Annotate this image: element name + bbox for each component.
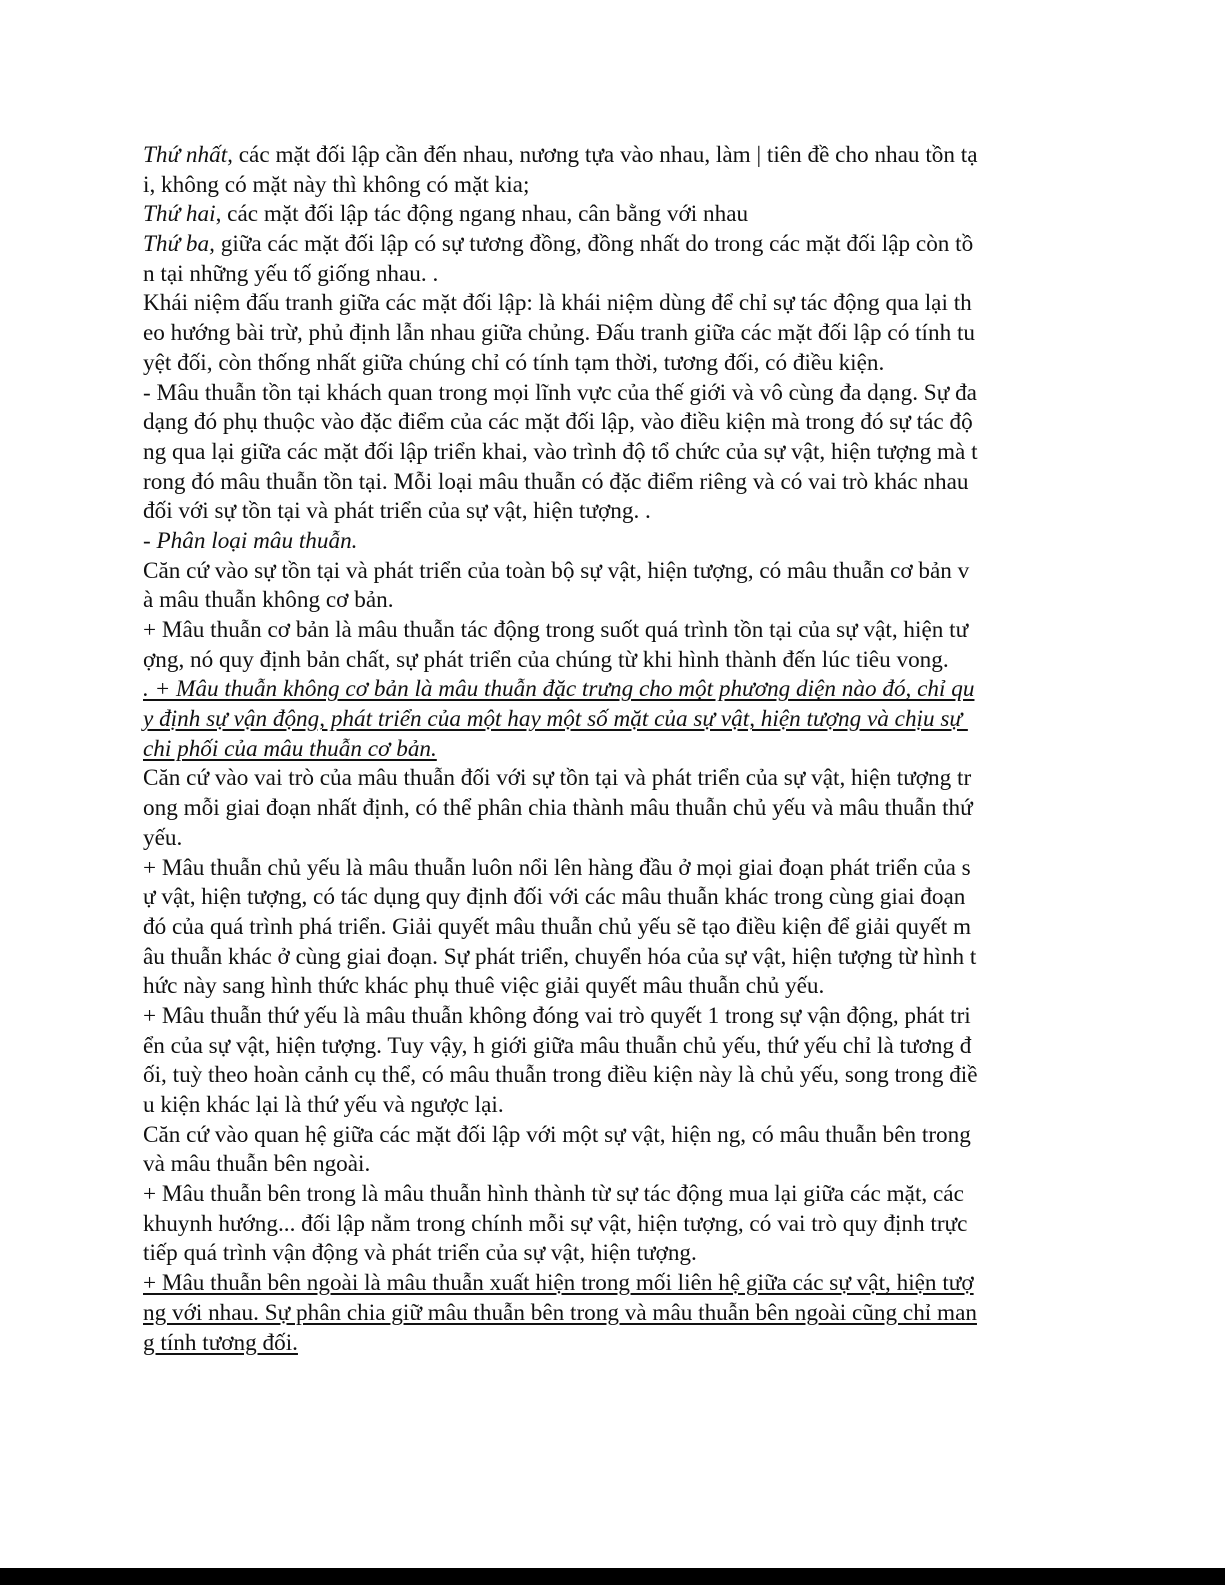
text-line: à mâu thuẫn không cơ bản.: [143, 587, 394, 614]
text-line: đối với sự tồn tại và phát triển của sự vật, hiện tượng. .: [143, 498, 651, 525]
line-text: . + Mâu thuẫn không cơ bản là mâu thuẫn đặc trưng cho một phương diện nào đó, chỉ qu: [143, 676, 975, 703]
line-text: , các mặt đối lập tác động ngang nhau, cân bằng với nhau: [215, 201, 749, 228]
text-line: [143, 230, 1083, 260]
italic-lead: Thứ nhất,: [143, 142, 233, 168]
text-line: [143, 141, 1083, 171]
section-heading: - Phân loại mâu thuẫn.: [143, 527, 358, 554]
text-line: Căn cứ vào quan hệ giữa các mặt đối lập với một sự vật, hiện ng, có mâu thuẫn bên trong: [143, 1121, 971, 1148]
text-line: + Mâu thuẫn chủ yếu là mâu thuẫn luôn nổi lên hàng đầu ở mọi giai đoạn phát triển của s: [143, 854, 971, 881]
text-line: eo hướng bài trừ, phủ định lẫn nhau giữa chủng. Đấu tranh giữa các mặt đối lập có tính tu: [143, 320, 976, 347]
line-text: + Mâu thuẫn bên ngoài là mâu thuẫn xuất hiện trong mối liên hệ giữa các sự vật, hiện tượ: [143, 1270, 974, 1297]
text-line: - Mâu thuẫn tồn tại khách quan trong mọi lĩnh vực của thế giới và vô cùng đa dạng. Sự đa: [143, 379, 977, 406]
text-line: ong mỗi giai đoạn nhất định, có thể phân chia thành mâu thuẫn chủ yếu và mâu thuẫn thứ: [143, 795, 973, 822]
text-line: yếu.: [143, 824, 183, 851]
page-bottom-border: [0, 1568, 1225, 1585]
document-text: [143, 141, 1083, 1358]
underlined-line: [143, 1299, 1083, 1329]
text-line: + Mâu thuẫn cơ bản là mâu thuẫn tác động trong suốt quá trình tồn tại của sự vật, hiện tư: [143, 617, 969, 643]
text-line: ng qua lại giữa các mặt đối lập triển khai, vào trình độ tổ chức của sự vật, hiện tượng mà t: [143, 438, 978, 465]
line-text: g tính tương đối.: [143, 1329, 298, 1356]
text-line: ợng, nó quy định bản chất, sự phát triển của chúng từ khi hình thành đến lúc tiêu vong.: [143, 646, 949, 673]
text-line: Căn cứ vào sự tồn tại và phát triển của toàn bộ sự vật, hiện tượng, có mâu thuẫn cơ bản v: [143, 557, 970, 584]
text-line: Khái niệm đấu tranh giữa các mặt đối lập: là khái niệm dùng để chỉ sự tác động qua lại th: [143, 290, 972, 317]
text-line: [143, 200, 1083, 230]
line-text: y định sự vận động, phát triển của một hay một số mặt của sự vật, hiện tượng và chịu sự: [143, 706, 968, 733]
text-line: khuynh hướng... đối lập nằm trong chính mỗi sự vật, hiện tượng, có vai trò quy định trực: [143, 1210, 968, 1237]
text-line: ối, tuỳ theo hoàn cảnh cụ thể, có mâu thuẫn trong điều kiện này là chủ yếu, song trong điề: [143, 1062, 978, 1089]
underlined-line: [143, 1329, 1083, 1359]
underlined-italic-line: [143, 675, 1083, 705]
italic-lead: Thứ ba,: [143, 231, 215, 258]
text-line: yệt đối, còn thống nhất giữa chúng chỉ có tính tạm thời, tương đối, có điều kiện.: [143, 349, 885, 376]
underlined-line: [143, 1269, 1083, 1299]
text-line: + Mâu thuẫn bên trong là mâu thuẫn hình thành từ sự tác động mua lại giữa các mặt, các: [143, 1181, 964, 1208]
text-line: tiếp quá trình vận động và phát triển của sự vật, hiện tượng.: [143, 1240, 697, 1267]
text-line: + Mâu thuẫn thứ yếu là mâu thuẫn không đóng vai trò quyết 1 trong sự vận động, phát tri: [143, 1002, 971, 1029]
text-line: dạng đó phụ thuộc vào đặc điểm của các mặt đối lập, vào điều kiện mà trong đó sự tác độ: [143, 409, 973, 436]
text-line: và mâu thuẫn bên ngoài.: [143, 1151, 371, 1178]
line-text: giữa các mặt đối lập có sự tương đồng, đồng nhất do trong các mặt đối lập còn tồ: [214, 231, 974, 258]
text-line: hức này sang hình thức khác phụ thuê việc giải quyết mâu thuẫn chủ yếu.: [143, 973, 825, 1000]
text-line: âu thuẫn khác ở cùng giai đoạn. Sự phát triển, chuyển hóa của sự vật, hiện tượng từ hình t: [143, 943, 977, 970]
text-line: Căn cứ vào vai trò của mâu thuẫn đối với sự tồn tại và phát triển của sự vật, hiện tượng tr: [143, 765, 972, 792]
line-text: chi phối của mâu thuẫn cơ bản.: [143, 735, 437, 762]
line-text: các mặt đối lập cần đến nhau, nương tựa vào nhau, làm | tiên đề cho nhau tồn tạ: [232, 142, 978, 168]
text-line: i, không có mặt này thì không có mặt kia;: [143, 171, 530, 198]
text-line: rong đó mâu thuẫn tồn tại. Mỗi loại mâu thuẫn có đặc điểm riêng và có vai trò khác nhau: [143, 468, 969, 495]
line-text: ng với nhau. Sự phân chia giữ mâu thuẫn bên trong và mâu thuẫn bên ngoài cũng chỉ man: [143, 1299, 977, 1326]
underlined-italic-line: [143, 735, 1083, 765]
italic-lead: Thứ hai: [143, 201, 216, 228]
text-line: đó của quá trình phá triển. Giải quyết mâu thuẫn chủ yếu sẽ tạo điều kiện để giải quyết m: [143, 913, 972, 940]
text-line: n tại những yếu tố giống nhau. .: [143, 260, 439, 287]
text-line: ự vật, hiện tượng, có tác dụng quy định đối với các mâu thuẫn khác trong cùng giai đoạn: [143, 884, 966, 911]
underlined-italic-line: [143, 705, 1083, 735]
text-line: u kiện khác lại là thứ yếu và ngược lại.: [143, 1092, 504, 1118]
text-line: ển của sự vật, hiện tượng. Tuy vậy, h giới giữa mâu thuẫn chủ yếu, thứ yếu chỉ là tương đ: [143, 1032, 972, 1059]
